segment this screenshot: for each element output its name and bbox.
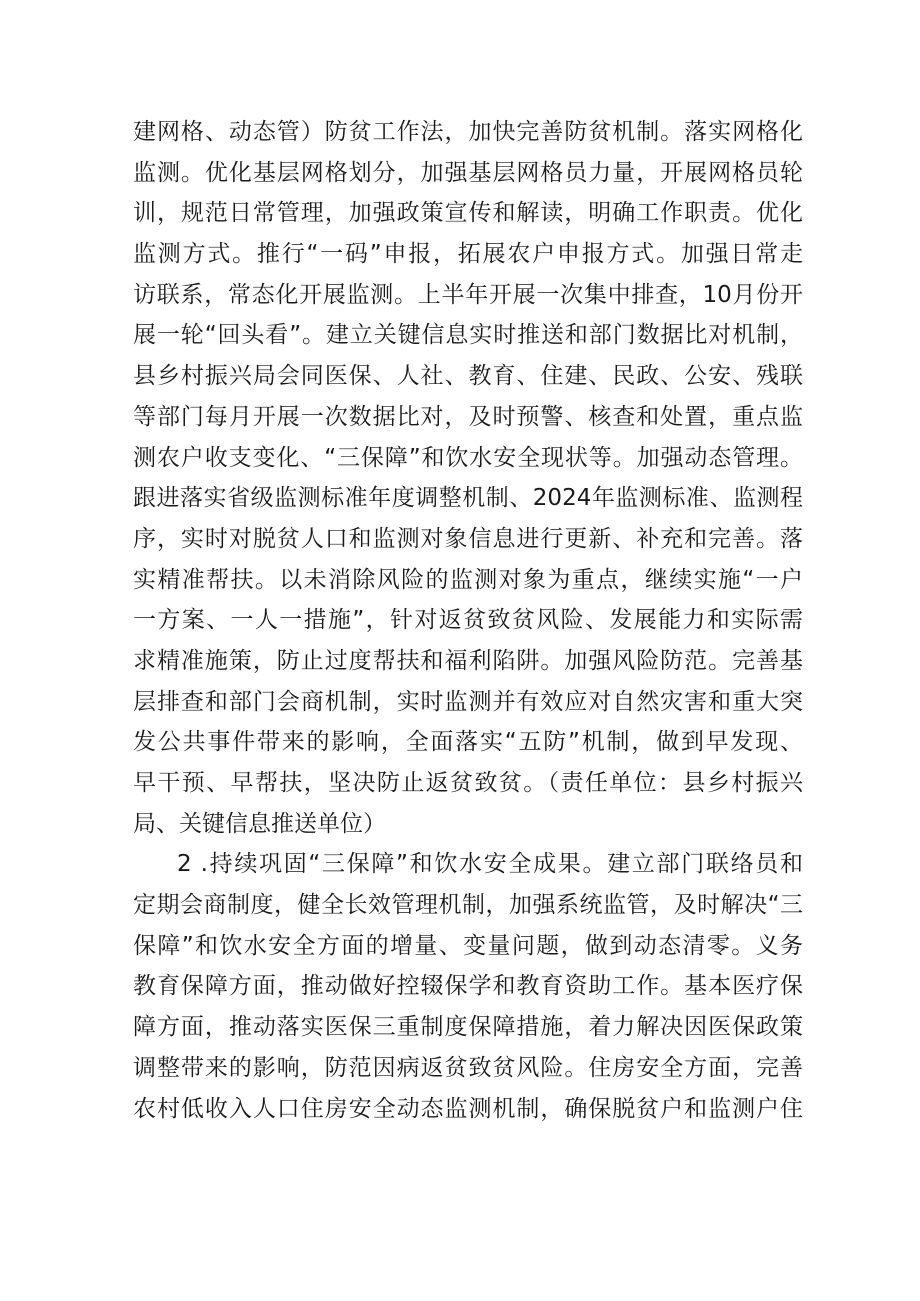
text-line: 发公共事件带来的影响，全面落实“五防”机制，做到早发现、	[133, 729, 803, 756]
text-line: 跟进落实省级监测标准年度调整机制、2024年监测标准、监测程	[133, 485, 803, 512]
text-line: 实精准帮扶。以未消除风险的监测对象为重点，继续实施“一户	[133, 566, 803, 593]
text-line: 调整带来的影响，防范因病返贫致贫风险。住房安全方面，完善	[133, 1054, 803, 1081]
text-line: 县乡村振兴局会同医保、人社、教育、住建、民政、公安、残联	[133, 363, 803, 390]
text-line: 早干预、早帮扶，坚决防止返贫致贫。（责任单位：县乡村振兴	[133, 770, 803, 796]
text-line: 等部门每月开展一次数据比对，及时预警、核查和处置，重点监	[133, 403, 803, 430]
text-line: 保障”和饮水安全方面的增量、变量问题，做到动态清零。义务	[133, 932, 803, 959]
text-line: 监测。优化基层网格划分，加强基层网格员力量，开展网格员轮	[133, 159, 803, 186]
text-line: 访联系，常态化开展监测。上半年开展一次集中排查，10月份开	[133, 281, 803, 308]
text-line: 农村低收入人口住房安全动态监测机制，确保脱贫户和监测户住	[133, 1095, 803, 1122]
text-line: 定期会商制度，健全长效管理机制，加强系统监管，及时解决“三	[133, 892, 803, 919]
text-line: 一方案、一人一措施”，针对返贫致贫风险、发展能力和实际需	[133, 607, 803, 634]
paragraph-end-line: 局、关键信息推送单位）	[133, 810, 386, 837]
section-heading-line: 2 .持续巩固“三保障”和饮水安全成果。建立部门联络员和	[177, 851, 803, 878]
text-line: 训，规范日常管理，加强政策宣传和解读，明确工作职责。优化	[133, 200, 803, 227]
body-text	[133, 112, 803, 1129]
text-line: 层排查和部门会商机制，实时监测并有效应对自然灾害和重大突	[133, 688, 803, 715]
text-line: 监测方式。推行“一码”申报，拓展农户申报方式。加强日常走	[133, 241, 803, 268]
text-line: 序，实时对脱贫人口和监测对象信息进行更新、补充和完善。落	[133, 525, 803, 552]
text-line: 测农户收支变化、“三保障”和饮水安全现状等。加强动态管理。	[133, 444, 803, 471]
text-line: 教育保障方面，推动做好控辍保学和教育资助工作。基本医疗保	[133, 973, 803, 1000]
text-line: 求精准施策，防止过度帮扶和福利陷阱。加强风险防范。完善基	[133, 647, 803, 674]
text-line: 障方面，推动落实医保三重制度保障措施，着力解决因医保政策	[133, 1014, 803, 1041]
text-line: 展一轮“回头看”。建立关键信息实时推送和部门数据比对机制，	[133, 322, 803, 349]
text-line: 建网格、动态管）防贫工作法，加快完善防贫机制。落实网格化	[133, 119, 803, 145]
